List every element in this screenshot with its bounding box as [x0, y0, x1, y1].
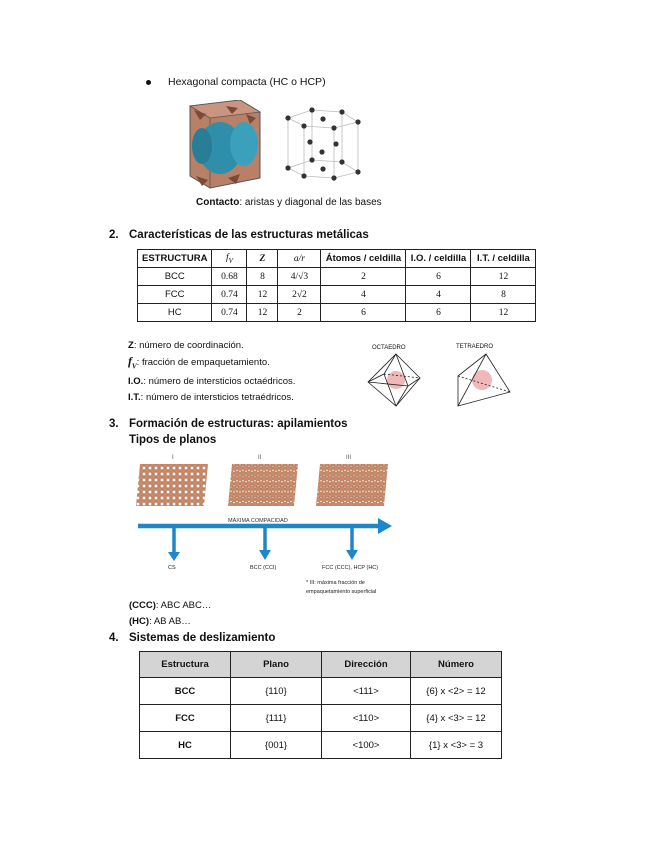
stack-ccc-label: (CCC)	[129, 600, 156, 611]
hcp-solid-model	[182, 100, 274, 192]
cell: <111>	[322, 678, 411, 705]
table-row	[138, 286, 536, 304]
legend-text: : número de coordinación.	[133, 340, 244, 351]
section-3-number: 3.	[109, 418, 119, 430]
table-row	[138, 268, 536, 286]
section-4-number: 4.	[109, 632, 119, 644]
legend-term: Z	[128, 340, 134, 351]
cell: 12	[247, 304, 278, 322]
target-fcc-hc: FCC (CCC), HCP (HC)	[322, 565, 379, 571]
octaedro-label: OCTAEDRO	[372, 345, 406, 351]
cell: FCC	[138, 286, 212, 304]
section-2-number: 2.	[109, 229, 119, 241]
cell: 6	[321, 304, 406, 322]
cell: {110}	[231, 678, 322, 705]
cell: <110>	[322, 705, 411, 732]
th-direccion: Dirección	[322, 652, 411, 678]
caption-bold: Contacto	[196, 197, 240, 208]
cell: {111}	[231, 705, 322, 732]
bullet-text: Hexagonal compacta (HC o HCP)	[168, 76, 326, 88]
tetrahedron-diagram	[452, 352, 514, 408]
section-4-heading	[109, 632, 275, 644]
arrow-fcc-head	[346, 550, 358, 560]
cell: 8	[247, 268, 278, 286]
plane-hexagonal-packing	[316, 464, 388, 506]
octahedron-diagram	[360, 352, 430, 410]
arrow-cs-head	[168, 552, 180, 561]
cell: FCC	[140, 705, 231, 732]
th-plano: Plano	[231, 652, 322, 678]
planes-diagram	[132, 450, 400, 602]
legend	[128, 338, 295, 405]
cell: BCC	[140, 678, 231, 705]
slip-systems-table	[139, 651, 502, 759]
plane-numeral-3: III	[346, 455, 352, 461]
cell: 0.74	[212, 304, 247, 322]
tetraedro-label: TETRAEDRO	[456, 344, 494, 350]
th-numero: Número	[411, 652, 502, 678]
cell: 4	[406, 286, 471, 304]
cell: 8	[471, 286, 536, 304]
section-2-heading	[109, 229, 369, 241]
cell: 6	[406, 304, 471, 322]
properties-table	[137, 249, 536, 322]
target-cs: CS	[168, 565, 176, 571]
cell: 0.74	[212, 286, 247, 304]
plane-numeral-2: II	[258, 455, 262, 461]
cell: BCC	[138, 268, 212, 286]
legend-item	[128, 354, 295, 375]
section-2-title: Características de las estructuras metálicas	[129, 229, 369, 241]
cell: 4	[321, 286, 406, 304]
cell: {001}	[231, 732, 322, 759]
th-z: Z	[247, 250, 278, 268]
legend-item	[128, 338, 295, 354]
legend-text: : número de intersticios octaédricos.	[143, 376, 296, 388]
table-header-row	[138, 250, 536, 268]
bullet-dot	[146, 80, 151, 85]
section-3-title: Formación de estructuras: apilamientos	[129, 418, 348, 430]
stack-hc-label: (HC)	[129, 616, 150, 627]
th-atomos: Átomos / celdilla	[321, 250, 406, 268]
plane-numeral-1: I	[172, 455, 174, 461]
stack-ccc	[129, 600, 211, 611]
th-estructura: Estructura	[140, 652, 231, 678]
plane-square-packing	[136, 464, 208, 506]
cell: {4} x <3> = 12	[411, 705, 502, 732]
table-row	[138, 304, 536, 322]
hcp-caption	[196, 197, 382, 208]
cell: 0.68	[212, 268, 247, 286]
cell: 4/√3	[278, 268, 321, 286]
table-row	[140, 705, 502, 732]
cell: {1} x <3> = 3	[411, 732, 502, 759]
cell: 12	[247, 286, 278, 304]
th-a-r: a/r	[278, 250, 321, 268]
cell: <100>	[322, 732, 411, 759]
section-4-title: Sistemas de deslizamiento	[129, 632, 276, 644]
plane-bcc-packing	[228, 464, 298, 506]
cell: 6	[406, 268, 471, 286]
cell: 12	[471, 268, 536, 286]
cell: {6} x <2> = 12	[411, 678, 502, 705]
cell: 2	[278, 304, 321, 322]
stack-ccc-text: : ABC ABC…	[155, 600, 212, 611]
legend-term: I.T.	[128, 391, 141, 403]
hcp-lattice-diagram	[282, 106, 364, 188]
main-arrow-head	[378, 518, 392, 534]
cell: 2√2	[278, 286, 321, 304]
table-row	[140, 678, 502, 705]
caption-text: : aristas y diagonal de las bases	[239, 197, 382, 208]
th-estructura: ESTRUCTURA	[138, 250, 212, 268]
th-it: I.T. / celdilla	[471, 250, 536, 268]
legend-text: : fracción de empaquetamiento.	[136, 356, 270, 368]
cell: 12	[471, 304, 536, 322]
th-io: I.O. / celdilla	[406, 250, 471, 268]
cell: HC	[138, 304, 212, 322]
cell: HC	[140, 732, 231, 759]
stack-hc-text: : AB AB…	[149, 616, 191, 627]
table-row	[140, 732, 502, 759]
legend-item	[128, 374, 295, 390]
legend-text: : número de intersticios tetraédricos.	[140, 391, 294, 403]
section-3-heading	[109, 418, 348, 430]
note-line-2: empaquetamiento superficial	[306, 589, 377, 595]
cell: 2	[321, 268, 406, 286]
section-3-subtitle: Tipos de planos	[129, 434, 217, 446]
bullet-item	[146, 76, 326, 88]
legend-item	[128, 390, 295, 406]
target-bcc: BCC (CCI)	[250, 565, 277, 571]
arrow-bcc-head	[259, 550, 271, 560]
legend-term: I.O.	[128, 376, 144, 388]
th-fv: $f_V$	[212, 250, 247, 268]
legend-term: $f_V$	[128, 353, 137, 370]
table-header-row	[140, 652, 502, 678]
arrow-label: MÁXIMA COMPACIDAD	[228, 518, 288, 524]
note-line-1: * III: máxima fracción de	[306, 580, 365, 586]
stack-hc	[129, 616, 191, 627]
